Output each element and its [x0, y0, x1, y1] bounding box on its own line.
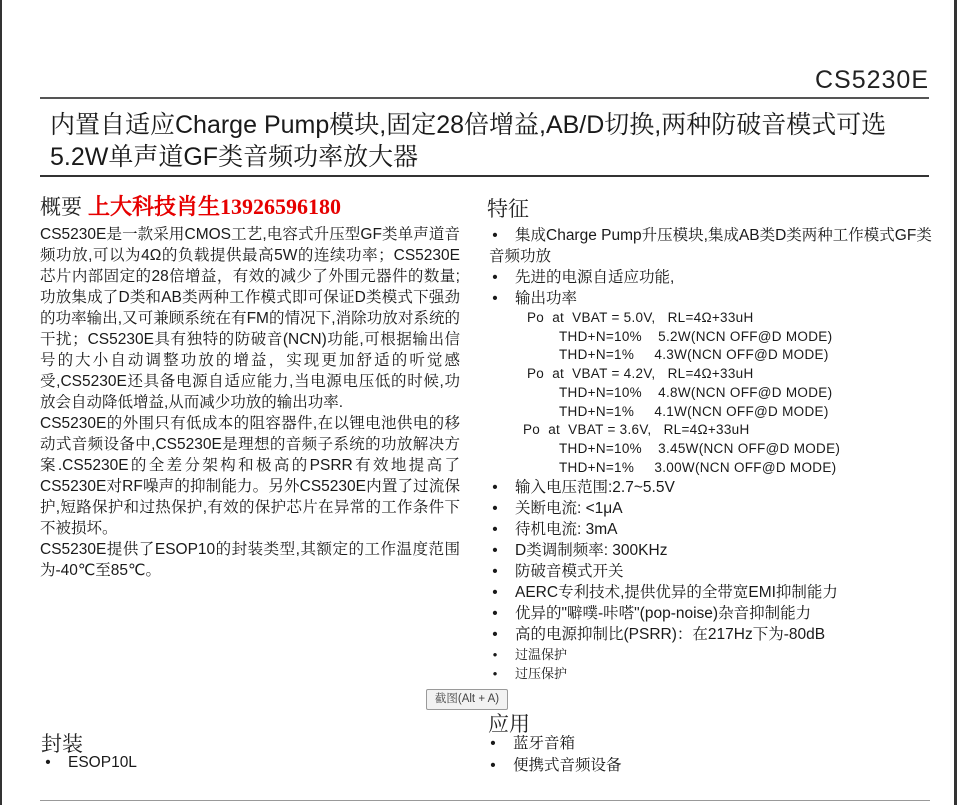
applications-heading: 应用	[488, 713, 530, 736]
package-item: • ESOP10L	[42, 752, 137, 774]
bullet-icon: •	[492, 563, 498, 581]
bullet-icon: •	[490, 757, 496, 774]
bullet-icon: •	[492, 666, 498, 682]
title-line-1: 内置自适应Charge Pump模块,固定28倍增益,AB/D切换,两种防破音模式可选	[50, 111, 887, 139]
power-spec-value: THD+N=10% 5.2W(NCN OFF@D MODE)	[559, 328, 833, 344]
power-spec-value: THD+N=10% 4.8W(NCN OFF@D MODE)	[559, 384, 833, 400]
bullet-icon: •	[45, 754, 51, 771]
part-number: CS5230E	[814, 66, 929, 94]
page-bottom-rule	[40, 800, 930, 801]
power-spec-value: THD+N=1% 4.1W(NCN OFF@D MODE)	[559, 403, 829, 419]
application-item: • 便携式音频设备	[487, 755, 622, 777]
feature-item: • 高的电源抑制比(PSRR)：在217Hz下为-80dB	[489, 624, 939, 645]
power-spec-condition: Po at VBAT = 4.2V, RL=4Ω+33uH	[527, 366, 754, 382]
package-heading: 封装	[41, 733, 83, 756]
datasheet-title	[50, 109, 940, 173]
title-line-2: 5.2W单声道GF类音频功率放大器	[50, 143, 419, 171]
feature-item: • 过温保护	[489, 645, 939, 664]
contact-watermark: 上大科技肖生13926596180	[88, 194, 342, 219]
feature-item: • 防破音模式开关	[489, 561, 939, 582]
page-right-border	[954, 0, 957, 805]
power-spec-value: THD+N=10% 3.45W(NCN OFF@D MODE)	[559, 440, 841, 456]
header-rule-top	[40, 97, 929, 99]
feature-item: • D类调制频率: 300KHz	[489, 540, 939, 561]
overview-paragraph: CS5230E是一款采用CMOS工艺,电容式升压型GF类单声道音频功放,可以为4Ω的负载提供最高5W的连续功率；CS5230E芯片内部固定的28倍增益，有效的减少了外围元器件的数量;功放集成了D类和AB类两种工作模式即可保证D类模式下强劲的功率输出,又可兼顾系统在有FM的情况下,消除功放对系统的干扰；CS5230E具有独特的防破音(NCN)功能,可根据输出信号的大小自动调整功放的增益，实现更加舒适的听觉感受,CS5230E还具备电源自适应能力,当电源电压低的时候,功放会自动降低增益,从而减少功放的输出功率.	[40, 226, 460, 411]
bullet-icon: •	[492, 584, 498, 602]
bullet-icon: •	[492, 647, 498, 663]
bullet-icon: •	[492, 500, 498, 518]
bullet-icon: •	[492, 479, 498, 497]
overview-paragraph: CS5230E的外围只有低成本的阻容器件,在以锂电池供电的移动式音频设备中,CS5230E是理想的音频子系统的功放解决方案.CS5230E的全差分架构和极高的PSRR有效地提高了CS5230E对RF噪声的抑制能力。另外CS5230E内置了过流保护,短路保护和过热保护,有效的保护芯片在异常的工作条件下不被损坏。	[40, 415, 460, 537]
bullet-icon: •	[492, 542, 498, 560]
feature-item: • 过压保护	[489, 664, 939, 683]
feature-item: • 集成Charge Pump升压模块,集成AB类D类两种工作模式GF类音频功放	[489, 227, 932, 265]
feature-item: • 先进的电源自适应功能,	[489, 267, 939, 288]
bullet-icon: •	[492, 521, 498, 539]
screenshot-button[interactable]: 截图(Alt + A)	[426, 689, 508, 710]
feature-item: • 优异的"噼噗-咔嗒"(pop-noise)杂音抑制能力	[489, 603, 939, 624]
bullet-icon: •	[492, 227, 498, 244]
power-spec-value: THD+N=1% 3.00W(NCN OFF@D MODE)	[559, 459, 837, 475]
power-spec-value: THD+N=1% 4.3W(NCN OFF@D MODE)	[559, 347, 829, 363]
header-rule-bottom	[40, 175, 929, 177]
features-list	[489, 225, 939, 683]
overview-section-heading	[40, 190, 341, 221]
bullet-icon: •	[492, 269, 498, 286]
bullet-icon: •	[492, 626, 498, 644]
package-list	[42, 752, 137, 774]
applications-list	[487, 733, 622, 777]
bullet-icon: •	[492, 290, 498, 307]
page-left-border	[0, 0, 2, 805]
feature-item: • 输出功率	[489, 288, 939, 309]
bullet-icon: •	[490, 735, 496, 752]
application-item: • 蓝牙音箱	[487, 733, 622, 755]
overview-heading: 概要	[40, 196, 82, 219]
feature-item: • 关断电流: <1μA	[489, 498, 939, 519]
overview-body	[40, 224, 460, 581]
feature-item: • 输入电压范围:2.7~5.5V	[489, 477, 939, 498]
power-spec-condition: Po at VBAT = 3.6V, RL=4Ω+33uH	[523, 422, 750, 438]
overview-paragraph: CS5230E提供了ESOP10的封装类型,其额定的工作温度范围为-40℃至85℃。	[40, 541, 460, 579]
feature-item: • AERC专利技术,提供优异的全带宽EMI抑制能力	[489, 582, 939, 603]
features-heading: 特征	[487, 198, 529, 221]
bullet-icon: •	[492, 605, 498, 623]
power-spec-condition: Po at VBAT = 5.0V, RL=4Ω+33uH	[527, 310, 754, 325]
feature-item: • 待机电流: 3mA	[489, 519, 939, 540]
